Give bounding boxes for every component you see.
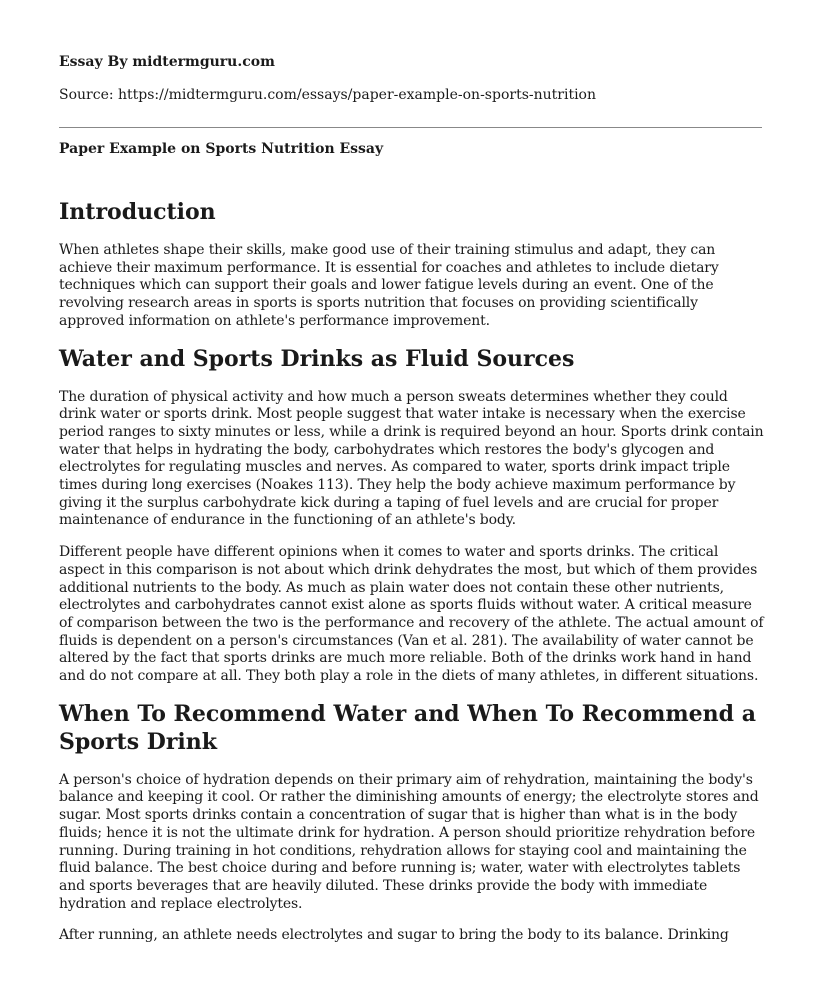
document-title: Paper Example on Sports Nutrition Essay (59, 141, 384, 157)
paragraph: After running, an athlete needs electrolytes and sugar to bring the body to its balance. Drinking (59, 927, 729, 944)
section-heading: When To Recommend Water and When To Recommend a Sports Drink (59, 700, 756, 755)
section-when-to-recommend (59, 700, 765, 945)
paragraph: The duration of physical activity and how much a person sweats determines whether they could drink water or sports drink. Most people suggest that water intake is necessary when the exercise period ranges to sixty minutes or less, while a drink is required beyond an hour. Sports drink contain water that helps in hydrating the body, carbohydrates which restores the body's glycogen and electrolytes for regulating muscles and nerves. As compared to water, sports drink impact triple times during long exercises (Noakes 113). They help the body achieve maximum performance by giving it the surplus carbohydrate kick during a taping of fuel levels and are crucial for proper maintenance of endurance in the functioning of an athlete's body. (59, 388, 764, 529)
section-water-and-sports-drinks (59, 345, 765, 686)
paragraph: Different people have different opinions when it comes to water and sports drinks. The critical aspect in this comparison is not about which drink dehydrates the most, but which of them provides additional nutrients to the body. As much as plain water does not contain these other nutrients, electrolytes and carbohydrates cannot exist alone as sports fluids without water. A critical measure of comparison between the two is the performance and recovery of the athlete. The actual amount of fluids is dependent on a person's circumstances (Van et al. 281). The availability of water cannot be altered by the fact that sports drinks are much more reliable. Both of the drinks work hand in hand and do not compare at all. They both play a role in the diets of many athletes, in different situations. (59, 544, 764, 685)
source-line: Source: https://midtermguru.com/essays/paper-example-on-sports-nutrition (59, 87, 596, 103)
section-heading: Introduction (59, 199, 216, 225)
paragraph: When athletes shape their skills, make good use of their training stimulus and adapt, they can achieve their maximum performance. It is essential for coaches and athletes to include dietary techniques which can support their goals and lower fatigue levels during an event. One of the revolving research areas in sports is sports nutrition that focuses on providing scientifically approved information on athlete's performance improvement. (59, 242, 719, 329)
essay-by-line: Essay By midtermguru.com (59, 54, 275, 70)
paragraph: A person's choice of hydration depends on their primary aim of rehydration, maintaining the body's balance and keeping it cool. Or rather the diminishing amounts of energy; the electrolyte stores and sugar. Most sports drinks contain a concentration of sugar that is higher than what is in the body fluids; hence it is not the ultimate drink for hydration. A person should prioritize rehydration before running. During training in hot conditions, rehydration allows for staying cool and maintaining the fluid balance. The best choice during and before running is; water, water with electrolytes tablets and sports beverages that are heavily diluted. These drinks provide the body with immediate hydration and replace electrolytes. (59, 771, 759, 912)
divider (59, 127, 762, 128)
section-heading: Water and Sports Drinks as Fluid Sources (59, 345, 575, 372)
section-introduction (59, 198, 765, 331)
essay-body (59, 198, 765, 959)
